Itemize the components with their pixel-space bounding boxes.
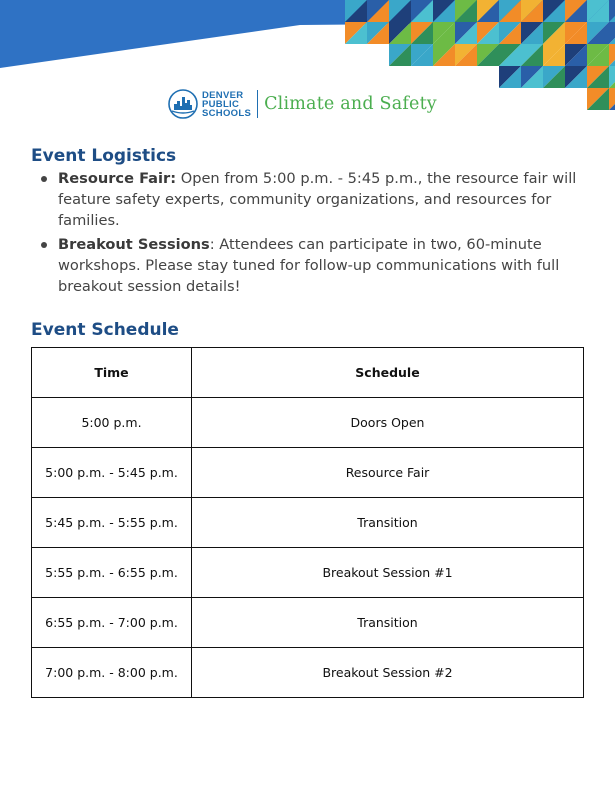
table-row: [32, 398, 584, 448]
time-cell: 5:45 p.m. - 5:55 p.m.: [32, 498, 192, 548]
org-name: [202, 91, 251, 118]
city-skyline-icon: [168, 89, 198, 119]
table-header-row: [32, 348, 584, 398]
event-cell: Transition: [192, 598, 584, 648]
event-cell: Breakout Session #2: [192, 648, 584, 698]
list-item: [40, 168, 590, 231]
table-row: [32, 548, 584, 598]
event-cell: Breakout Session #1: [192, 548, 584, 598]
breakout-sessions-label: Breakout Sessions: [58, 236, 210, 253]
breakout-sessions-text: : Attendees can participate in two, 60-minute workshops. Please stay tuned for follow-up communications with full breakout session details!: [58, 236, 560, 295]
logo-divider: [257, 90, 258, 118]
table-row: [32, 648, 584, 698]
logistics-list: [40, 168, 590, 300]
event-cell: Resource Fair: [192, 448, 584, 498]
org-name-line-3: SCHOOLS: [202, 107, 252, 119]
table-row: [32, 448, 584, 498]
dps-logo: [168, 84, 437, 124]
logistics-heading: Event Logistics: [31, 146, 177, 166]
org-name-line-1: DENVER: [202, 89, 244, 101]
table-row: [32, 598, 584, 648]
resource-fair-text: Open from 5:00 p.m. - 5:45 p.m., the resource fair will feature safety experts, community organizations, and resources for families.: [58, 170, 577, 229]
time-column-header: Time: [32, 348, 192, 398]
schedule-table: [31, 347, 584, 698]
list-item: [40, 234, 590, 297]
table-row: [32, 498, 584, 548]
time-cell: 5:00 p.m.: [32, 398, 192, 448]
time-cell: 5:00 p.m. - 5:45 p.m.: [32, 448, 192, 498]
schedule-column-header: Schedule: [192, 348, 584, 398]
resource-fair-label: Resource Fair:: [58, 170, 177, 187]
schedule-heading: Event Schedule: [31, 320, 179, 340]
org-name-line-2: PUBLIC: [202, 98, 240, 110]
time-cell: 7:00 p.m. - 8:00 p.m.: [32, 648, 192, 698]
event-cell: Transition: [192, 498, 584, 548]
event-cell: Doors Open: [192, 398, 584, 448]
time-cell: 6:55 p.m. - 7:00 p.m.: [32, 598, 192, 648]
time-cell: 5:55 p.m. - 6:55 p.m.: [32, 548, 192, 598]
department-name: Climate and Safety: [264, 94, 437, 114]
